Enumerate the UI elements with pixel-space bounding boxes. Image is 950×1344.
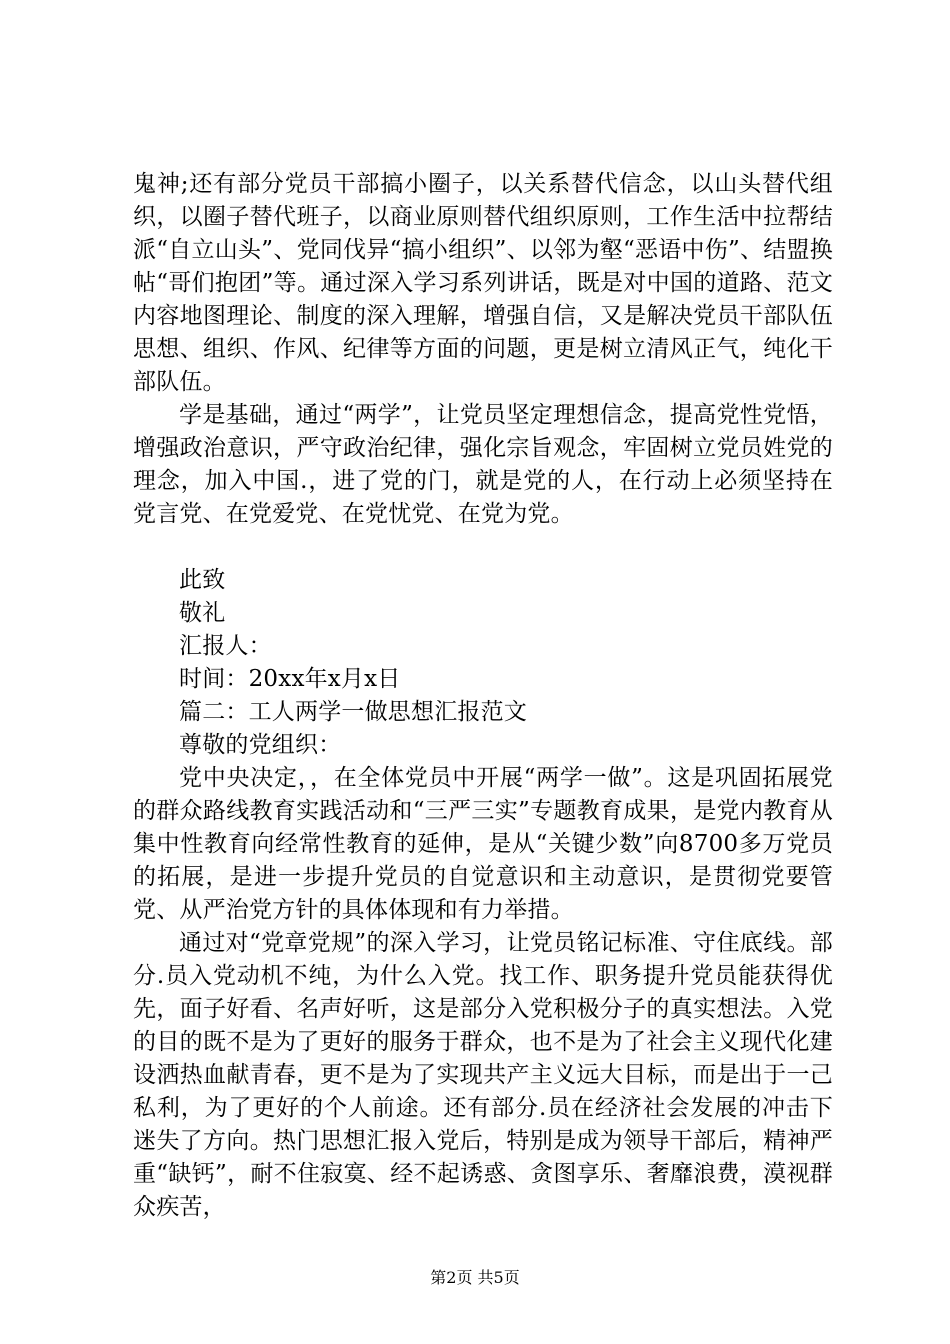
paragraph-3: 党中央决定，，在全体党员中开展“两学一做”。这是巩固拓展党的群众路线教育实践活动和“三严三实”专题教育成果，是党内教育从集中性教育向经常性教育的延伸，是从“关键少数”向8700多万党员的拓展，是进一步提升党员的自觉意识和主动意识，是贯彻党要管党、从严治党方针的具体体现和有力举措。 xyxy=(133,765,833,923)
page-footer xyxy=(0,1268,950,1288)
section-title: 篇二：工人两学一做思想汇报范文 xyxy=(179,699,527,725)
closing-line-1: 此致 xyxy=(179,567,226,593)
document-body xyxy=(133,168,833,1224)
page-indicator: 第2页 共5页 xyxy=(430,1268,520,1287)
paragraph-4: 通过对“党章党规”的深入学习，让党员铭记标准、守住底线。部分.员入党动机不纯，为什么入党。找工作、职务提升党员能获得优先，面子好看、名声好听，这是部分入党积极分子的真实想法。入党的目的既不是为了更好的服务于群众，也不是为了社会主义现代化建设洒热血献青春，更不是为了实现共产主义远大目标，而是出于一己私利，为了更好的个人前途。还有部分.员在经济社会发展的冲击下迷失了方向。热门思想汇报入党后，特别是成为领导干部后，精神严重“缺钙”，耐不住寂寞、经不起诱惑、贪图享乐、奢靡浪费，漠视群众疾苦， xyxy=(133,930,833,1220)
blank-line xyxy=(133,531,833,564)
closing-line-2: 敬礼 xyxy=(179,600,226,626)
paragraph-1: 鬼神;还有部分党员干部搞小圈子，以关系替代信念，以山头替代组织，以圈子替代班子，以商业原则替代组织原则，工作生活中拉帮结派“自立山头”、党同伐异“搞小组织”、以邻为壑“恶语中伤”、结盟换帖“哥们抱团”等。通过深入学习系列讲话，既是对中国的道路、范文内容地图理论、制度的深入理解，增强自信，又是解决党员干部队伍思想、组织、作风、纪律等方面的问题，更是树立清风正气，纯化干部队伍。 xyxy=(133,171,833,395)
reporter-line: 汇报人： xyxy=(179,633,272,659)
salutation-line: 尊敬的党组织： xyxy=(179,732,342,758)
paragraph-2: 学是基础，通过“两学”，让党员坚定理想信念，提高党性党悟，增强政治意识，严守政治纪律，强化宗旨观念，牢固树立党员姓党的理念，加入中国.，进了党的门，就是党的人，在行动上必须坚持在党言党、在党爱党、在党忧党、在党为党。 xyxy=(133,402,833,527)
date-line: 时间：20xx年x月x日 xyxy=(179,666,401,692)
